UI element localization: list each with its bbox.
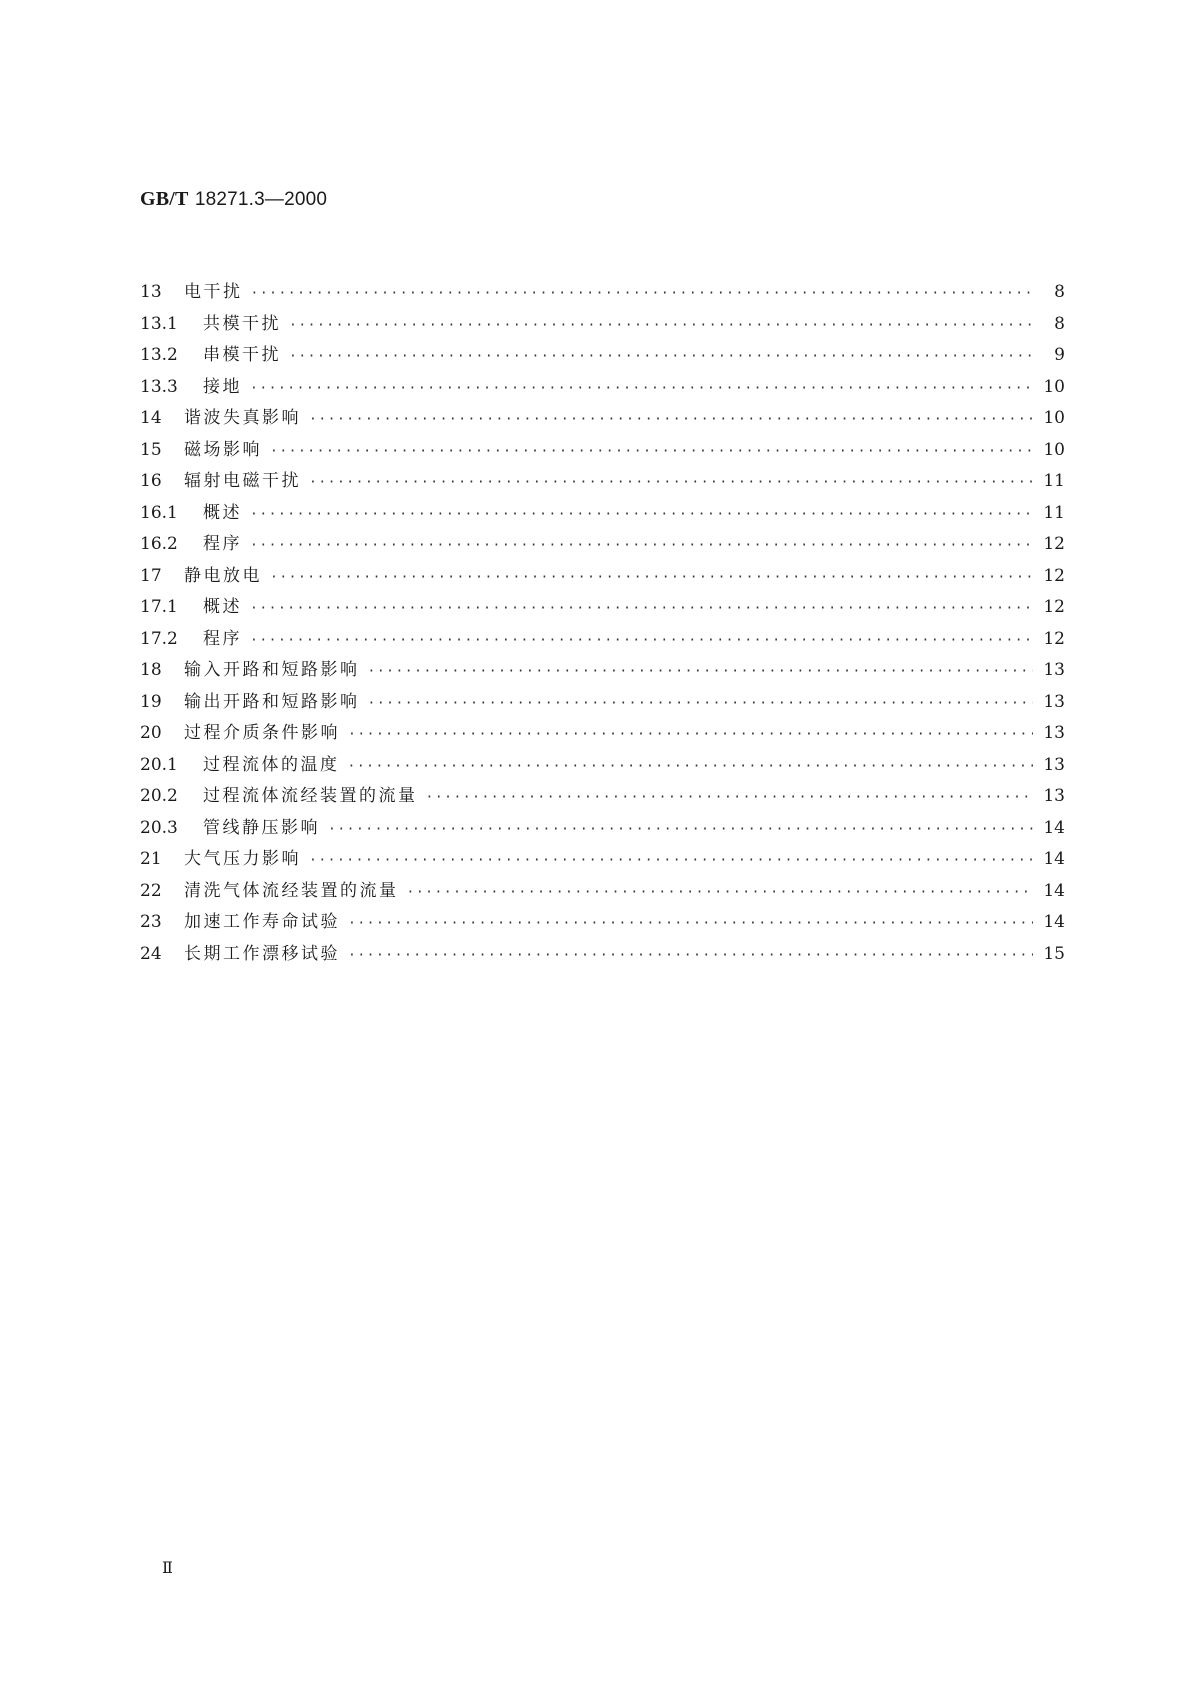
toc-entry-page: 15 <box>1043 943 1065 964</box>
toc-entry[interactable] <box>140 722 1065 754</box>
toc-entry-title: 输入开路和短路影响 <box>184 660 360 680</box>
toc-entry[interactable] <box>140 785 1065 817</box>
toc-entry-page: 14 <box>1043 849 1065 869</box>
standard-code: GB/T <box>140 188 189 210</box>
toc-entry-number: 20 <box>140 723 162 743</box>
toc-entry[interactable] <box>140 470 1065 502</box>
toc-entry-title: 辐射电磁干扰 <box>184 471 301 491</box>
toc-entry-page: 13 <box>1043 691 1065 712</box>
toc-entry-page: 13 <box>1043 723 1065 743</box>
toc-entry-page: 14 <box>1043 817 1065 838</box>
toc-entry-page: 12 <box>1043 628 1065 649</box>
toc-entry[interactable] <box>140 628 1065 660</box>
toc-entry-page: 10 <box>1043 408 1065 428</box>
toc-entry[interactable] <box>140 659 1065 691</box>
toc-leader-dots <box>368 661 1034 683</box>
toc-entry-title: 大气压力影响 <box>184 849 301 869</box>
toc-entry-number: 19 <box>140 691 162 712</box>
toc-entry-page: 9 <box>1054 345 1065 365</box>
toc-entry-number: 23 <box>140 912 162 932</box>
toc-entry-title: 串模干扰 <box>203 345 281 365</box>
toc-entry[interactable] <box>140 754 1065 786</box>
toc-leader-dots <box>407 882 1034 904</box>
toc-entry-title: 程序 <box>203 628 242 649</box>
toc-entry[interactable] <box>140 533 1065 565</box>
toc-entry-title: 输出开路和短路影响 <box>184 691 360 712</box>
toc-entry[interactable] <box>140 880 1065 912</box>
toc-entry-number: 13 <box>140 282 162 302</box>
toc-entry-title: 程序 <box>203 534 242 554</box>
toc-entry-number: 16.2 <box>140 534 178 554</box>
toc-entry-number: 20.2 <box>140 786 178 806</box>
toc-entry[interactable] <box>140 439 1065 471</box>
toc-entry[interactable] <box>140 376 1065 408</box>
toc-leader-dots <box>426 787 1034 809</box>
toc-leader-dots <box>309 850 1033 872</box>
toc-entry-number: 21 <box>140 849 162 869</box>
toc-entry-number: 16.1 <box>140 502 178 523</box>
toc-entry[interactable] <box>140 691 1065 723</box>
toc-leader-dots <box>348 913 1033 935</box>
toc-entry-title: 长期工作漂移试验 <box>184 943 340 964</box>
toc-entry[interactable] <box>140 344 1065 376</box>
toc-leader-dots <box>270 567 1033 589</box>
toc-entry-title: 静电放电 <box>184 565 262 586</box>
toc-entry-page: 11 <box>1043 502 1065 523</box>
toc-entry-page: 10 <box>1043 439 1065 460</box>
toc-entry[interactable] <box>140 943 1065 975</box>
toc-entry-page: 14 <box>1043 880 1065 901</box>
toc-entry-number: 22 <box>140 880 162 901</box>
toc-entry-page: 14 <box>1043 912 1065 932</box>
toc-entry-page: 8 <box>1054 282 1065 302</box>
toc-leader-dots <box>328 819 1033 841</box>
toc-entry[interactable] <box>140 911 1065 943</box>
toc-entry-number: 18 <box>140 660 162 680</box>
toc-entry-number: 20.3 <box>140 817 178 838</box>
toc-leader-dots <box>250 378 1033 400</box>
toc-entry[interactable] <box>140 596 1065 628</box>
toc-entry[interactable] <box>140 407 1065 439</box>
toc-entry-page: 12 <box>1043 534 1065 554</box>
toc-leader-dots <box>251 283 1036 305</box>
toc-entry-title: 过程介质条件影响 <box>184 723 340 743</box>
toc-leader-dots <box>270 441 1033 463</box>
toc-entry-number: 13.1 <box>140 313 178 334</box>
toc-leader-dots <box>250 504 1033 526</box>
toc-leader-dots <box>289 315 1035 337</box>
toc-entry-page: 13 <box>1043 754 1065 775</box>
toc-leader-dots <box>250 630 1033 652</box>
toc-entry-title: 概述 <box>203 502 242 523</box>
toc-entry-number: 13.3 <box>140 376 178 397</box>
toc-entry-page: 11 <box>1043 471 1065 491</box>
toc-entry-title: 管线静压影响 <box>203 817 320 838</box>
toc-entry-number: 16 <box>140 471 162 491</box>
toc-entry-number: 13.2 <box>140 345 178 365</box>
toc-entry-title: 概述 <box>203 597 242 617</box>
toc-entry[interactable] <box>140 848 1065 880</box>
toc-entry-title: 电干扰 <box>184 282 243 302</box>
toc-entry-title: 过程流体的温度 <box>203 754 340 775</box>
toc-entry-page: 13 <box>1043 660 1065 680</box>
toc-leader-dots <box>368 693 1034 715</box>
toc-entry-page: 12 <box>1043 597 1065 617</box>
toc-entry-number: 17.1 <box>140 597 178 617</box>
standard-number: 18271.3—2000 <box>194 189 328 210</box>
toc-leader-dots <box>309 472 1033 494</box>
toc-entry[interactable] <box>140 281 1065 313</box>
toc-entry-title: 清洗气体流经装置的流量 <box>184 880 399 901</box>
toc-entry[interactable] <box>140 313 1065 345</box>
toc-leader-dots <box>250 535 1033 557</box>
toc-entry[interactable] <box>140 502 1065 534</box>
toc-leader-dots <box>348 756 1034 778</box>
toc-entry-number: 20.1 <box>140 754 178 775</box>
toc-entry-number: 15 <box>140 439 162 460</box>
toc-entry-number: 17 <box>140 565 162 586</box>
document-header <box>140 188 327 211</box>
toc-entry-title: 磁场影响 <box>184 439 262 460</box>
toc-entry-title: 加速工作寿命试验 <box>184 912 340 932</box>
toc-entry-title: 共模干扰 <box>203 313 281 334</box>
toc-entry[interactable] <box>140 817 1065 849</box>
toc-entry-page: 13 <box>1043 786 1065 806</box>
toc-leader-dots <box>348 724 1033 746</box>
page-number: Ⅱ <box>162 1558 173 1577</box>
toc-entry-title: 接地 <box>203 376 242 397</box>
toc-leader-dots <box>289 346 1035 368</box>
toc-entry-page: 10 <box>1043 376 1065 397</box>
toc-entry-page: 8 <box>1054 313 1065 334</box>
toc-leader-dots <box>250 598 1033 620</box>
toc-entry-number: 24 <box>140 943 162 964</box>
toc-entry-title: 过程流体流经装置的流量 <box>203 786 418 806</box>
toc-entry-title: 谐波失真影响 <box>184 408 301 428</box>
toc-leader-dots <box>309 409 1033 431</box>
toc-entry-number: 14 <box>140 408 162 428</box>
toc-entry[interactable] <box>140 565 1065 597</box>
table-of-contents <box>140 281 1065 974</box>
toc-leader-dots <box>348 945 1033 967</box>
toc-entry-number: 17.2 <box>140 628 178 649</box>
toc-entry-page: 12 <box>1043 565 1065 586</box>
